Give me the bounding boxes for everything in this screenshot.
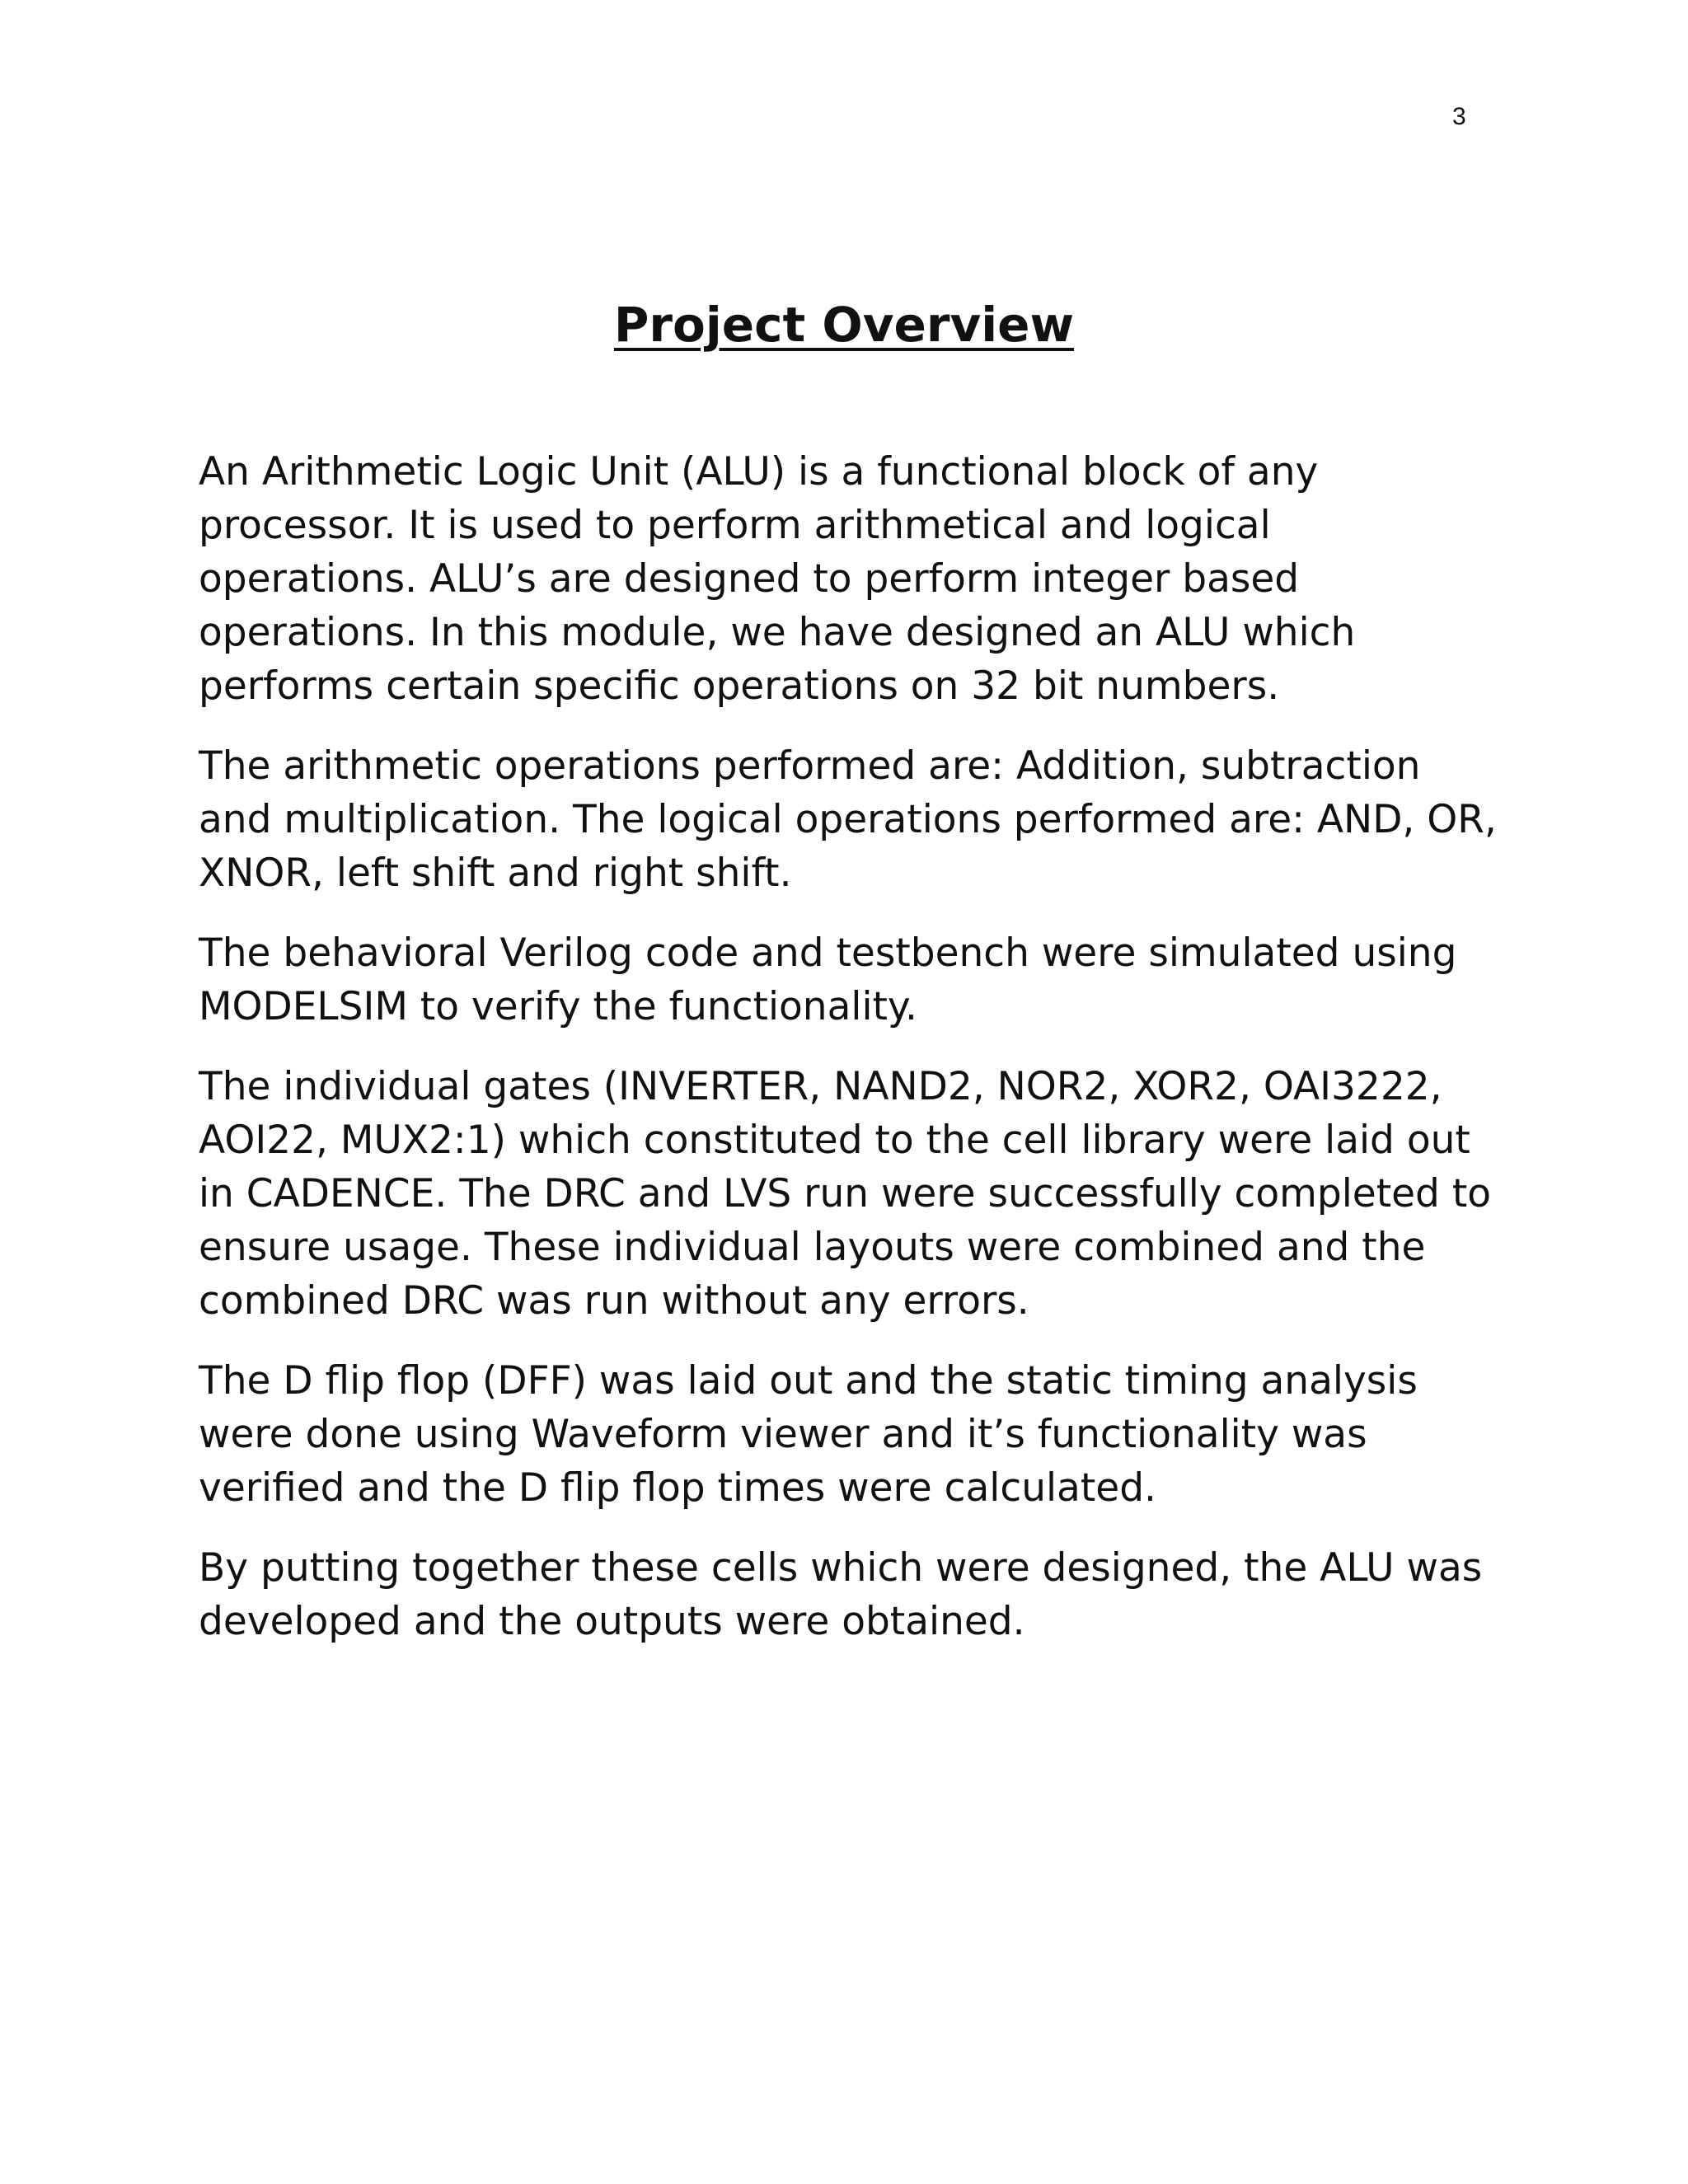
paragraph-simulation: The behavioral Verilog code and testbench were simulated using MODELSIM to verify the functionality. — [199, 930, 1457, 1029]
paragraph-cell-library: The individual gates (INVERTER, NAND2, NOR2, XOR2, OAI3222, AOI22, MUX2:1) which constituted to the cell library were laid out in CADENCE. The DRC and LVS run were successfully completed to ensure usage. These individual layouts were combined and the combined DRC was run without any errors. — [199, 1064, 1492, 1324]
paragraph-alu-intro: An Arithmetic Logic Unit (ALU) is a functional block of any processor. It is used to perform arithmetical and logical operations. ALU’s are designed to perform integer based operations. In this module, we have designed an ALU which performs certain specific operations on 32 bit numbers. — [199, 449, 1356, 709]
page-title: Project Overview — [613, 297, 1075, 353]
paragraph-dff: The D flip flop (DFF) was laid out and the static timing analysis were done using Waveform viewer and it’s functionality was verified and the D flip flop times were calculated. — [199, 1358, 1418, 1511]
body-text — [199, 445, 1501, 1675]
paragraph-operations: The arithmetic operations performed are: Addition, subtraction and multiplication. The logical operations performed are: AND, OR, XNOR, left shift and right shift. — [199, 743, 1497, 896]
paragraph-conclusion: By putting together these cells which were designed, the ALU was developed and the outputs were obtained. — [199, 1545, 1483, 1644]
page-number: 3 — [1452, 103, 1466, 130]
